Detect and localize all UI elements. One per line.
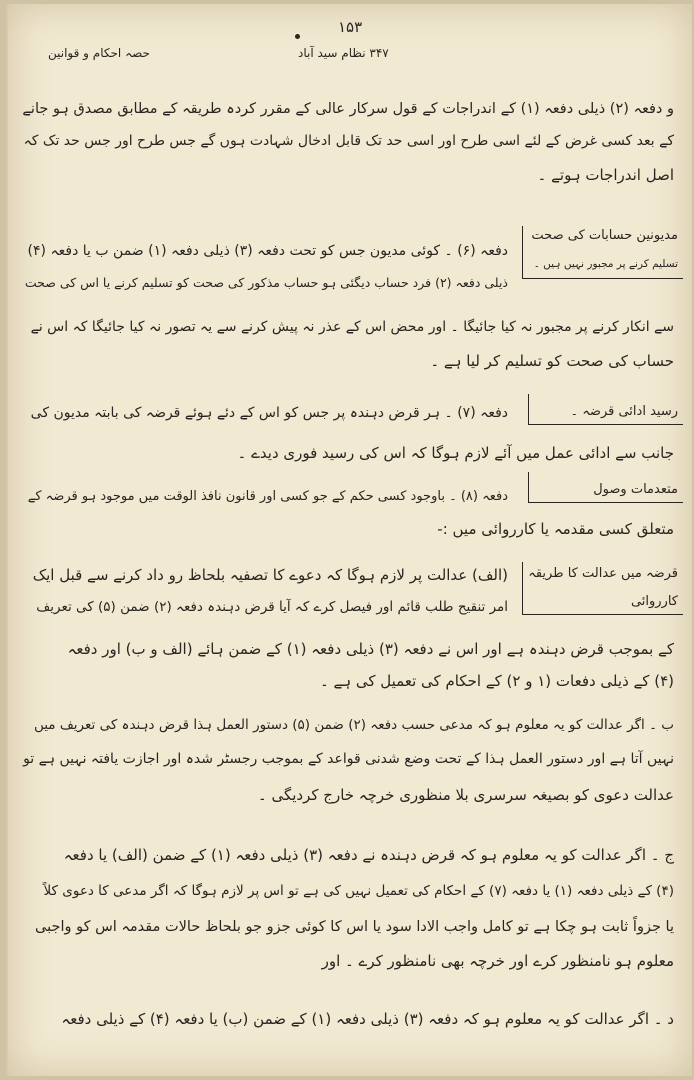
side-note: متعدمات وصول — [593, 482, 678, 497]
body-line: دفعہ (۷) ۔ ہر قرض دہندہ پر جس کو اس کے دئے ہوئے قرضہ کی بابتہ مدیون کی — [30, 405, 508, 421]
body-line: ب ۔ اگر عدالت کو یہ معلوم ہو کہ مدعی حسب دفعہ (۲) ضمن (۵) دستور العمل ہذا قرض دہندہ کی تعریف میں — [33, 717, 674, 733]
body-line: یا جزواً ثابت ہو چکا ہے تو کامل واجب الادا سود یا اس کا کوئی جزو جو بلحاظ حالات مقدمہ اس کو واجبی — [35, 919, 674, 935]
side-note: تسلیم کرنے پر مجبور نہیں ہیں ۔ — [533, 258, 678, 270]
body-line: نہیں آتا ہے اور دستور العمل ہذا کے تحت وضع شدنی قواعد کے بموجب رجسٹر شدہ اور اجازت یافتہ نہیں ہے تو — [23, 751, 674, 767]
body-line: د ۔ اگر عدالت کو یہ معلوم ہو کہ دفعہ (۳) ذیلی دفعہ (۱) کے ضمن (ب) یا دفعہ (۴) کے ذیلی دفعہ — [61, 1010, 674, 1028]
side-note: مدیونین حسابات کی صحت — [531, 228, 678, 243]
body-line: متعلق کسی مقدمہ یا کارروائی میں :- — [437, 520, 674, 538]
body-line: حساب کی صحت کو تسلیم کر لیا ہے ۔ — [430, 352, 674, 370]
document-page — [6, 4, 692, 1076]
side-note: کارروائی — [630, 594, 678, 609]
side-note: قرضہ میں عدالت کا طریقہ — [528, 566, 678, 581]
body-line: امر تنقیح طلب قائم اور فیصل کرے کہ آیا قرض دہندہ دفعہ (۲) ضمن (۵) کی تعریف — [36, 599, 508, 615]
body-line: (۴) کے ذیلی دفعات (۱ و ۲) کے احکام کی تعمیل کی ہے ۔ — [319, 672, 674, 690]
body-line: کے بموجب قرض دہندہ ہے اور اس نے دفعہ (۳) ذیلی دفعہ (۱) کے ضمن ہائے (الف و ب) اور دفعہ — [67, 640, 674, 658]
header-dot — [295, 34, 300, 39]
body-line: دفعہ (۶) ۔ کوئی مدیون جس کو تحت دفعہ (۳) ذیلی دفعہ (۱) ضمن ب یا دفعہ (۴) — [27, 243, 508, 259]
body-line: ج ۔ اگر عدالت کو یہ معلوم ہو کہ قرض دہندہ نے دفعہ (۳) ذیلی دفعہ (۱) کے ضمن (الف) یا دفعہ — [63, 846, 674, 864]
page-number: ۱۵۳ — [338, 18, 363, 36]
body-line: ذیلی دفعہ (۲) فرد حساب دیگئی ہو حساب مذکور کی صحت کو تسلیم کرنے یا اس کی صحت — [24, 275, 508, 290]
body-line: (الف) عدالت پر لازم ہوگا کہ دعوے کا تصفیہ بلحاظ رو داد کرنے سے قبل ایک — [32, 566, 508, 584]
body-line: اصل اندراجات ہوتے ۔ — [537, 166, 674, 184]
running-header-center: ۳۴۷ نظام سید آباد — [298, 46, 389, 60]
body-line: دفعہ (۸) ۔ باوجود کسی حکم کے جو کسی اور قانون نافذ الوقت میں موجود ہو قرضہ کے — [27, 489, 508, 504]
running-header-left: حصہ احکام و قوانین — [48, 46, 150, 60]
body-line: سے انکار کرنے پر مجبور نہ کیا جائیگا ۔ اور محض اس کے عذر نہ پیش کرنے سے یہ تصور نہ کیا جائیگا کہ اس نے — [30, 319, 674, 335]
body-line: کے بعد کسی غرض کے لئے اسی طرح اور اسی حد تک قابل ادخال شہادت ہوں گے جس طرح اور جس حد تک کہ — [23, 133, 674, 149]
body-line: عدالت دعوی کو بصیغہ سرسری بلا منظوری خرچہ خارج کردیگی ۔ — [257, 786, 674, 804]
body-line: معلوم ہو نامنظور کرے اور خرچہ بھی نامنظور کرے ۔ اور — [321, 952, 674, 970]
side-note: رسید ادائی قرضہ ۔ — [570, 404, 678, 419]
body-line: (۴) کے ذیلی دفعہ (۱) یا دفعہ (۷) کے احکام کی تعمیل نہیں کی ہے تو اس پر لازم ہوگا کہ اگر مدعی کا دعوی کلاً — [43, 883, 674, 899]
body-line: و دفعہ (۲) ذیلی دفعہ (۱) کے اندراجات کے قول سرکار عالی کے مقرر کردہ طریقہ کے مطابق مصدق ہو جانے — [22, 101, 674, 117]
body-line: جانب سے ادائی عمل میں آئے لازم ہوگا کہ اس کی رسید فوری دیدے ۔ — [237, 444, 674, 462]
